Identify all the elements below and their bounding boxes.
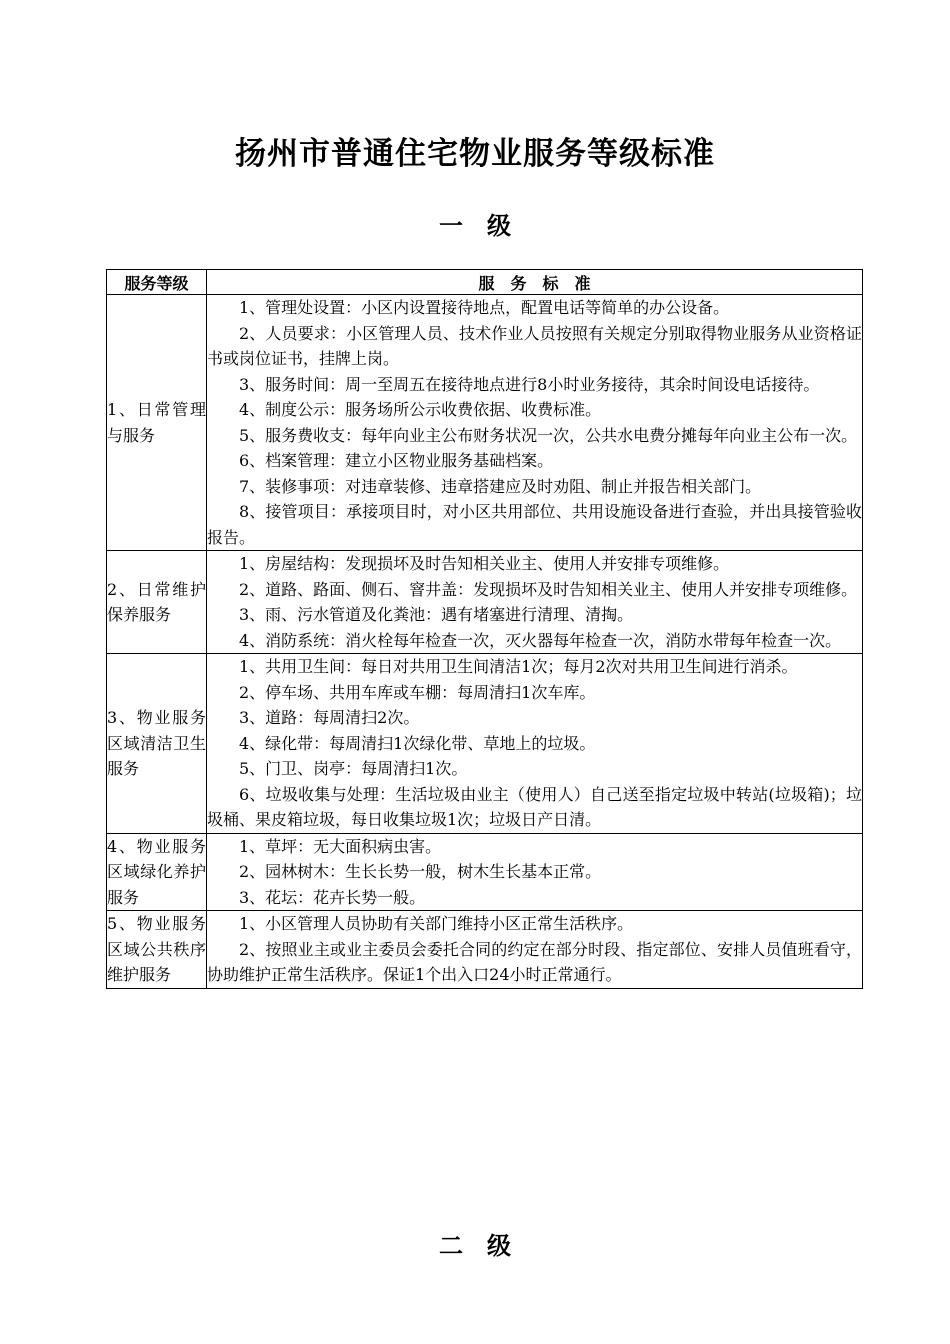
standard-cell [207,833,863,911]
standard-cell [207,551,863,654]
standard-item: 6、垃圾收集与处理：生活垃圾由业主（使用人）自己送至指定垃圾中转站(垃圾箱)；垃圾桶、果皮箱垃圾，每日收集垃圾1次；垃圾日产日清。 [207,784,862,829]
standard-item: 2、道路、路面、侧石、窨井盖：发现损坏及时告知相关业主、使用人并安排专项维修。 [239,579,858,599]
level-heading-two: 二 级 [439,1231,511,1260]
table-row [107,833,863,911]
standard-item: 1、管理处设置：小区内设置接待地点，配置电话等简单的办公设备。 [239,298,730,317]
standard-item: 1、小区管理人员协助有关部门维持小区正常生活秩序。 [239,914,634,933]
standard-item: 1、房屋结构：发现损坏及时告知相关业主、使用人并安排专项维修。 [239,554,730,573]
standard-item: 1、共用卫生间：每日对共用卫生间清洁1次；每月2次对共用卫生间进行消杀。 [239,657,798,676]
standard-item: 4、绿化带：每周清扫1次绿化带、草地上的垃圾。 [239,733,596,753]
table-header-row [107,270,863,295]
standard-item: 4、消防系统：消火栓每年检查一次，灭火器每年检查一次，消防水带每年检查一次。 [239,630,842,650]
standard-item: 2、停车场、共用车库或车棚：每周清扫1次车库。 [239,682,596,702]
table-row [107,911,863,989]
standard-cell [207,295,863,551]
service-standard-table [106,269,863,989]
table-row [107,295,863,551]
standard-item: 1、草坪：无大面积病虫害。 [239,836,442,856]
standard-item: 2、人员要求：小区管理人员、技术作业人员按照有关规定分别取得物业服务从业资格证书或岗位证书，挂牌上岗。 [207,323,862,368]
standard-item: 2、园林树木：生长长势一般，树木生长基本正常。 [239,862,602,881]
grade-cell: 5、物业服务区域公共秩序维护服务 [107,911,207,989]
standard-item: 2、按照业主或业主委员会委托合同的约定在部分时段、指定部位、安排人员值班看守，协助维护正常生活秩序。保证1个出入口24小时正常通行。 [207,939,862,984]
standard-item: 5、门卫、岗亭：每周清扫1次。 [239,759,468,778]
standard-item: 4、制度公示：服务场所公示收费依据、收费标准。 [239,400,602,419]
standard-item: 6、档案管理：建立小区物业服务基础档案。 [239,451,554,470]
standard-item: 3、雨、污水管道及化粪池：遇有堵塞进行清理、清掏。 [239,605,634,624]
grade-cell: 2、日常维护保养服务 [107,551,207,654]
standard-cell [207,911,863,989]
standard-item: 3、道路：每周清扫2次。 [239,708,420,727]
header-service-standard: 服 务 标 准 [207,270,863,295]
grade-cell: 3、物业服务区域清洁卫生服务 [107,654,207,834]
standard-item: 3、花坛：花卉长势一般。 [239,887,426,907]
level-heading-one: 一 级 [439,211,511,240]
table-row [107,551,863,654]
grade-cell: 4、物业服务区域绿化养护服务 [107,833,207,911]
table-row [107,654,863,834]
standard-item: 7、装修事项：对违章装修、违章搭建应及时劝阻、制止并报告相关部门。 [239,476,762,496]
grade-cell: 1、日常管理与服务 [107,295,207,551]
header-service-grade: 服务等级 [107,270,207,295]
standard-item: 5、服务费收支：每年向业主公布财务状况一次，公共水电费分摊每年向业主公布一次。 [239,425,858,445]
standard-item: 3、服务时间：周一至周五在接待地点进行8小时业务接待，其余时间设电话接待。 [239,374,820,394]
standard-cell [207,654,863,834]
standard-item: 8、接管项目：承接项目时，对小区共用部位、共用设施设备进行查验，并出具接管验收报告。 [207,502,862,547]
document-title: 扬州市普通住宅物业服务等级标准 [235,136,715,172]
